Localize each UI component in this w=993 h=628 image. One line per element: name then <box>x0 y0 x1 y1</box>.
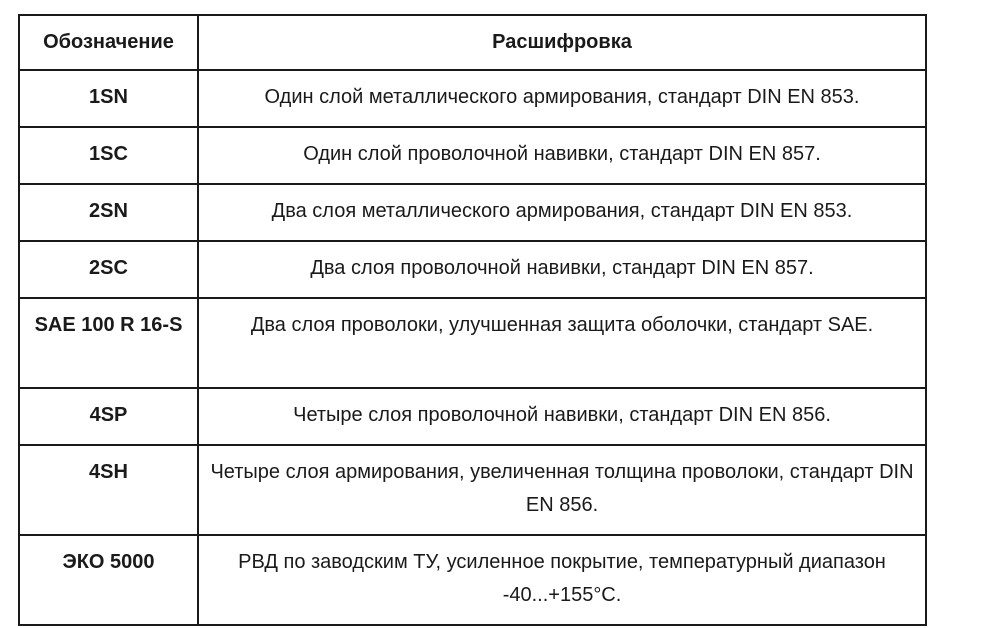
cell-code: 4SH <box>19 445 198 535</box>
cell-description: Четыре слоя армирования, увеличенная толщина проволоки, стандарт DIN EN 856. <box>198 445 926 535</box>
column-header-description: Расшифровка <box>198 15 926 70</box>
cell-code: 1SN <box>19 70 198 127</box>
column-header-code: Обозначение <box>19 15 198 70</box>
table-row <box>19 298 926 388</box>
cell-description: Один слой металлического армирования, стандарт DIN EN 853. <box>198 70 926 127</box>
hose-designation-table <box>18 14 927 626</box>
cell-code: 4SP <box>19 388 198 445</box>
table-row <box>19 388 926 445</box>
table-row <box>19 184 926 241</box>
table-row <box>19 127 926 184</box>
hose-designation-table-container <box>18 14 927 626</box>
cell-code: 1SC <box>19 127 198 184</box>
table-header-row <box>19 15 926 70</box>
cell-code: SAE 100 R 16-S <box>19 298 198 388</box>
cell-description: Два слоя проволочной навивки, стандарт DIN EN 857. <box>198 241 926 298</box>
cell-code: 2SN <box>19 184 198 241</box>
cell-code: 2SC <box>19 241 198 298</box>
cell-description: Четыре слоя проволочной навивки, стандарт DIN EN 856. <box>198 388 926 445</box>
cell-description: Два слоя металлического армирования, стандарт DIN EN 853. <box>198 184 926 241</box>
cell-description: РВД по заводским ТУ, усиленное покрытие, температурный диапазон -40...+155°С. <box>198 535 926 625</box>
cell-description: Два слоя проволоки, улучшенная защита оболочки, стандарт SAE. <box>198 298 926 388</box>
table-row <box>19 535 926 625</box>
cell-code: ЭКО 5000 <box>19 535 198 625</box>
table-row <box>19 241 926 298</box>
table-row <box>19 445 926 535</box>
cell-description: Один слой проволочной навивки, стандарт DIN EN 857. <box>198 127 926 184</box>
table-row <box>19 70 926 127</box>
